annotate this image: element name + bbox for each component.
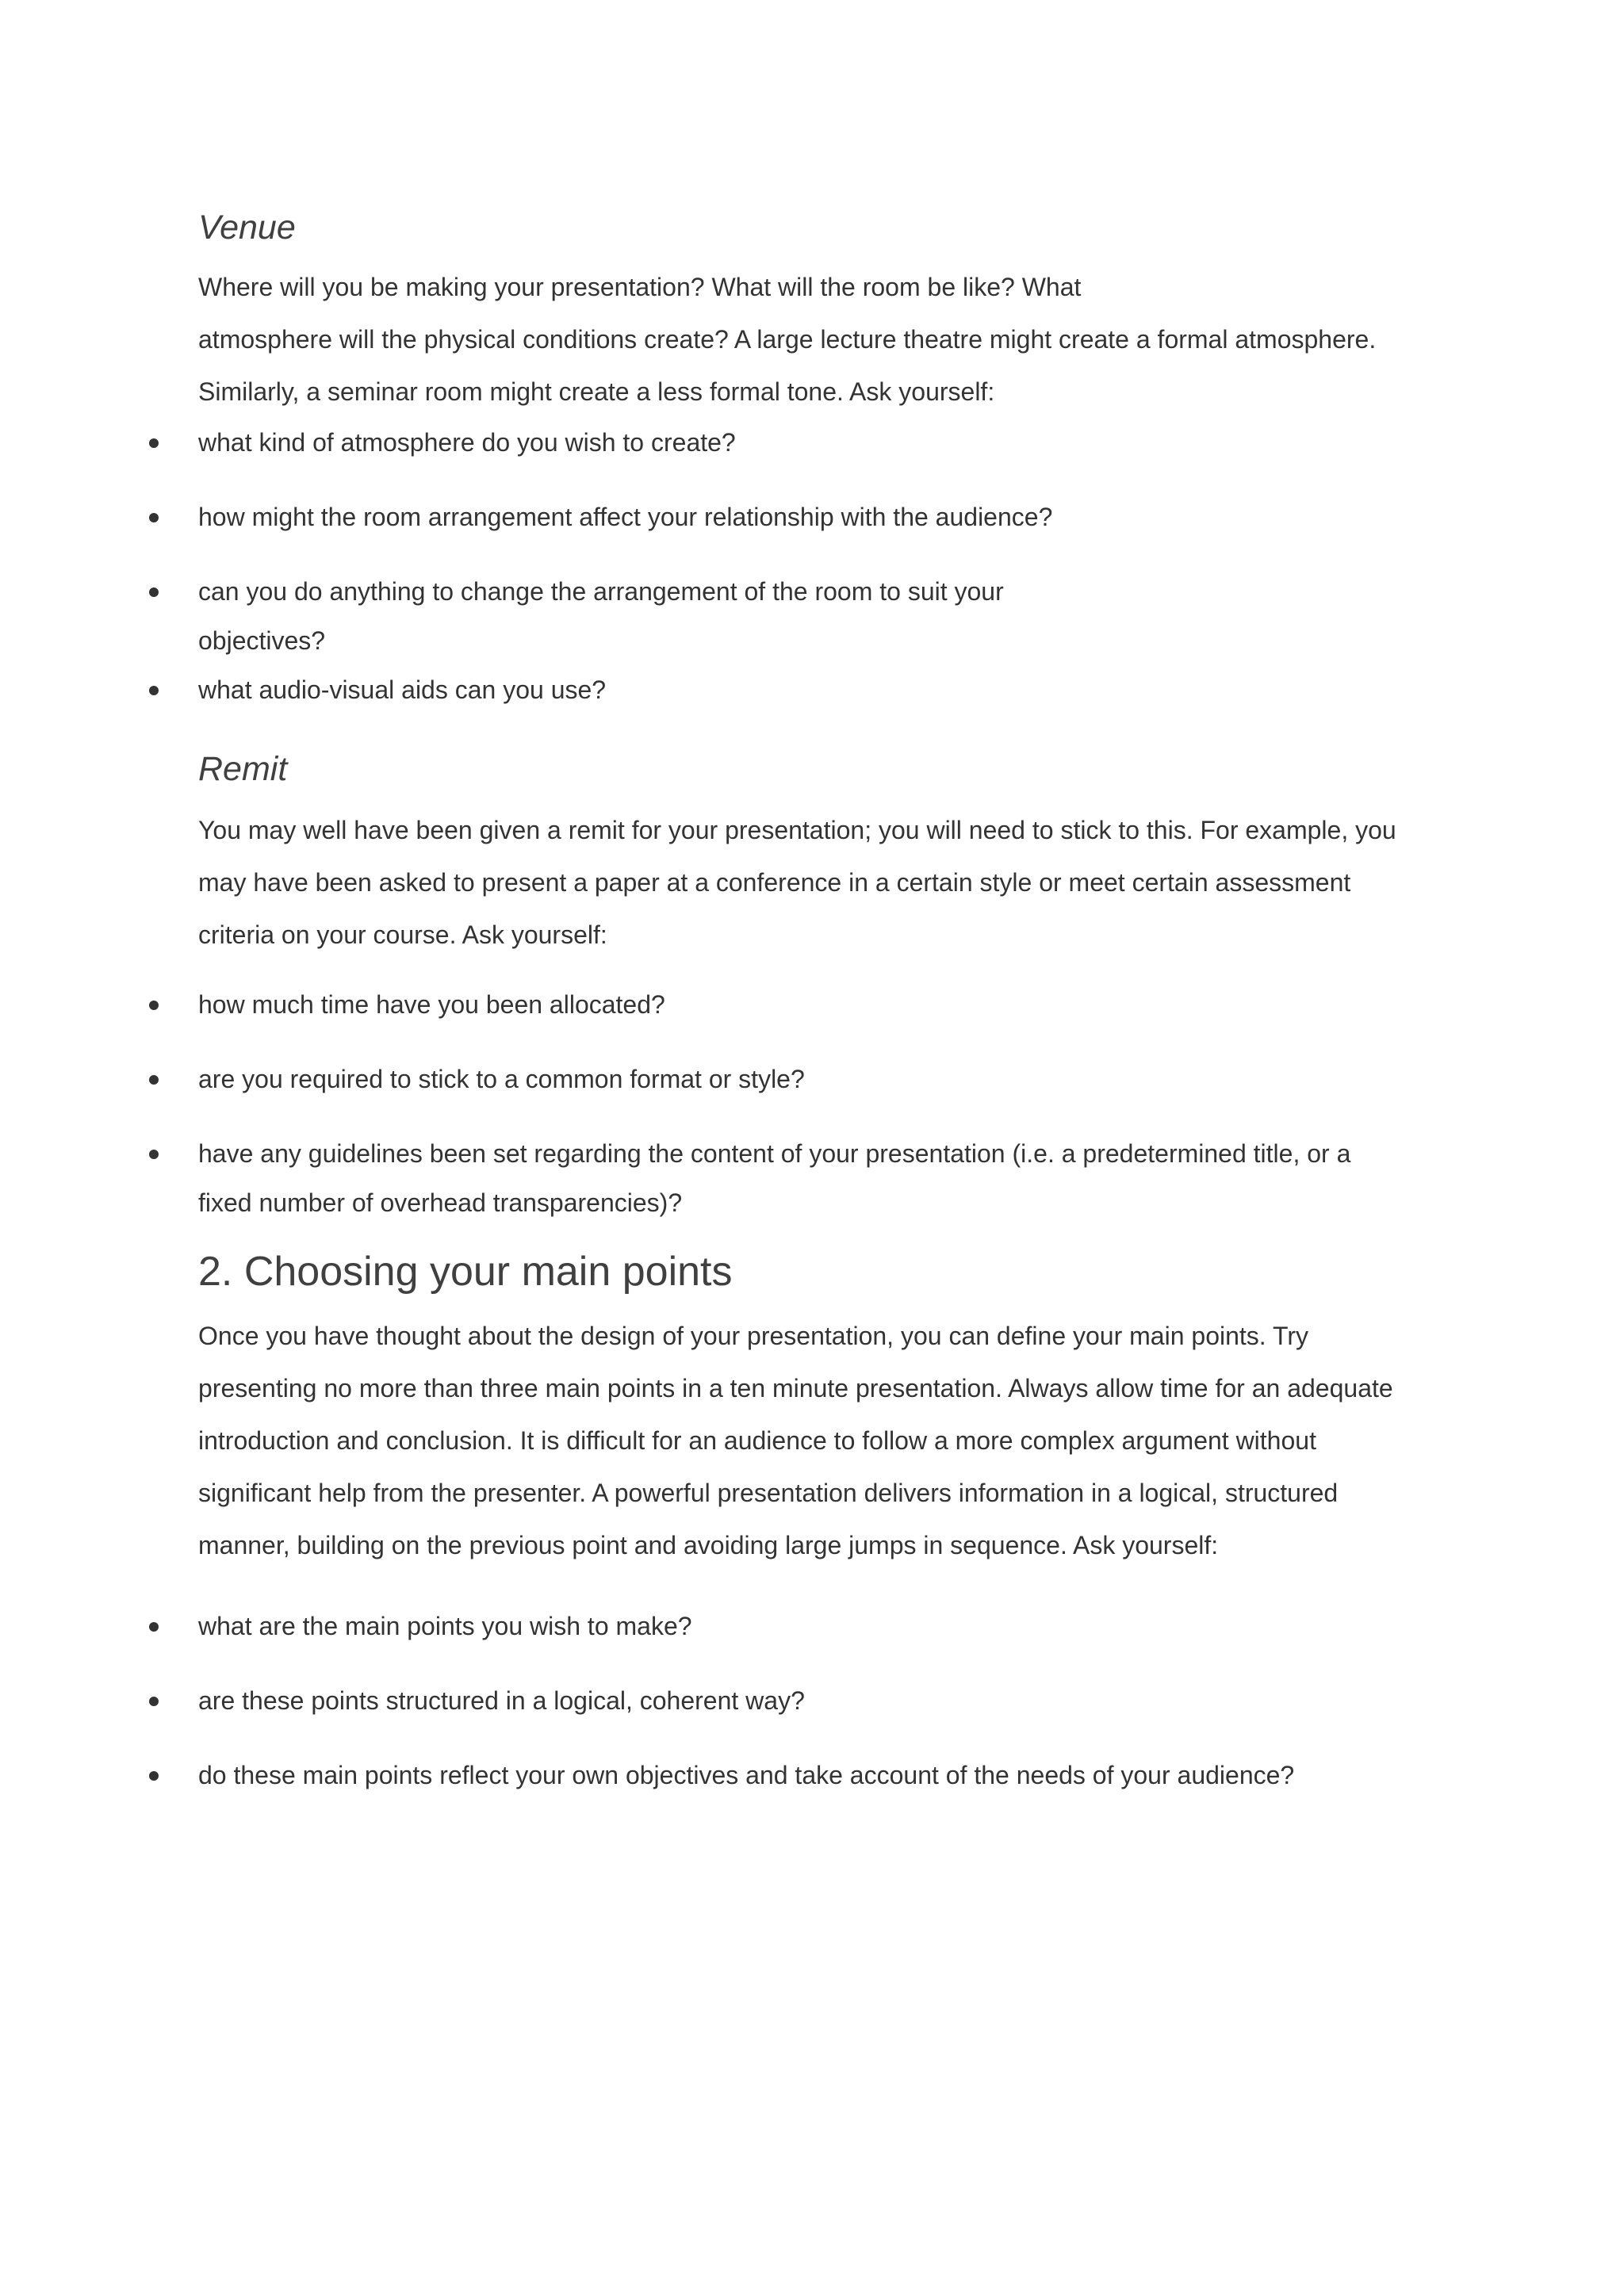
- list-item-text: what are the main points you wish to make?: [198, 1612, 692, 1640]
- paragraph-line: significant help from the presenter. A powerful presentation delivers information in a logical, structured: [198, 1479, 1339, 1507]
- list-item-text: are these points structured in a logical, coherent way?: [198, 1686, 805, 1715]
- list-item-text: how much time have you been allocated?: [198, 990, 665, 1019]
- list-item-text: do these main points reflect your own objectives and take account of the needs of your audience?: [198, 1761, 1295, 1789]
- paragraph-line: Where will you be making your presentation? What will the room be like? What: [198, 273, 1082, 301]
- bullet-icon: [149, 1001, 159, 1010]
- bullet-icon: [149, 513, 159, 522]
- list-item-text: objectives?: [198, 626, 326, 655]
- list-item: [198, 1601, 1451, 1651]
- list-item-text: what kind of atmosphere do you wish to create?: [198, 428, 736, 457]
- document-content: [198, 208, 1451, 1800]
- venue-paragraph: [198, 261, 1451, 418]
- bullet-icon: [149, 1075, 159, 1085]
- paragraph-line: manner, building on the previous point and avoiding large jumps in sequence. Ask yourself:: [198, 1531, 1219, 1559]
- paragraph-line: Once you have thought about the design of your presentation, you can define your main points. Try: [198, 1322, 1308, 1350]
- list-item: [198, 1751, 1451, 1800]
- main-points-paragraph: [198, 1310, 1451, 1571]
- list-item-text: how might the room arrangement affect your relationship with the audience?: [198, 503, 1053, 531]
- venue-heading: Venue: [198, 209, 296, 247]
- paragraph-line: Similarly, a seminar room might create a less formal tone. Ask yourself:: [198, 377, 995, 406]
- list-item: [198, 418, 1451, 467]
- paragraph-line: may have been asked to present a paper at a conference in a certain style or meet certain assessment: [198, 868, 1351, 897]
- list-item: [198, 980, 1451, 1029]
- bullet-icon: [149, 1150, 159, 1159]
- list-item: [198, 1676, 1451, 1725]
- paragraph-line: atmosphere will the physical conditions create? A large lecture theatre might create a formal atmosphere.: [198, 325, 1377, 354]
- list-item-text: what audio-visual aids can you use?: [198, 675, 607, 704]
- main-points-bullet-list: [198, 1601, 1451, 1800]
- remit-paragraph: [198, 804, 1451, 961]
- list-item-text: fixed number of overhead transparencies)?: [198, 1188, 683, 1217]
- list-item-text: are you required to stick to a common format or style?: [198, 1065, 805, 1093]
- list-item: [198, 665, 1451, 714]
- bullet-icon: [149, 1622, 159, 1632]
- list-item: [198, 492, 1451, 541]
- list-item-text: can you do anything to change the arrangement of the room to suit your: [198, 577, 1004, 606]
- paragraph-line: presenting no more than three main points in a ten minute presentation. Always allow time for an adequate: [198, 1374, 1393, 1402]
- list-item-text: have any guidelines been set regarding the content of your presentation (i.e. a predetermined title, or a: [198, 1139, 1351, 1168]
- remit-heading: Remit: [198, 750, 288, 788]
- list-item: [198, 567, 1451, 665]
- paragraph-line: criteria on your course. Ask yourself:: [198, 920, 607, 949]
- paragraph-line: You may well have been given a remit for your presentation; you will need to stick to this. For example, you: [198, 816, 1396, 844]
- paragraph-line: introduction and conclusion. It is difficult for an audience to follow a more complex argument without: [198, 1426, 1316, 1455]
- venue-bullet-list: [198, 418, 1451, 714]
- bullet-icon: [149, 587, 159, 597]
- main-points-heading: 2. Choosing your main points: [198, 1249, 733, 1295]
- list-item: [198, 1129, 1451, 1227]
- list-item: [198, 1054, 1451, 1104]
- bullet-icon: [149, 1771, 159, 1781]
- remit-bullet-list: [198, 980, 1451, 1227]
- bullet-icon: [149, 1697, 159, 1706]
- bullet-icon: [149, 438, 159, 448]
- bullet-icon: [149, 686, 159, 695]
